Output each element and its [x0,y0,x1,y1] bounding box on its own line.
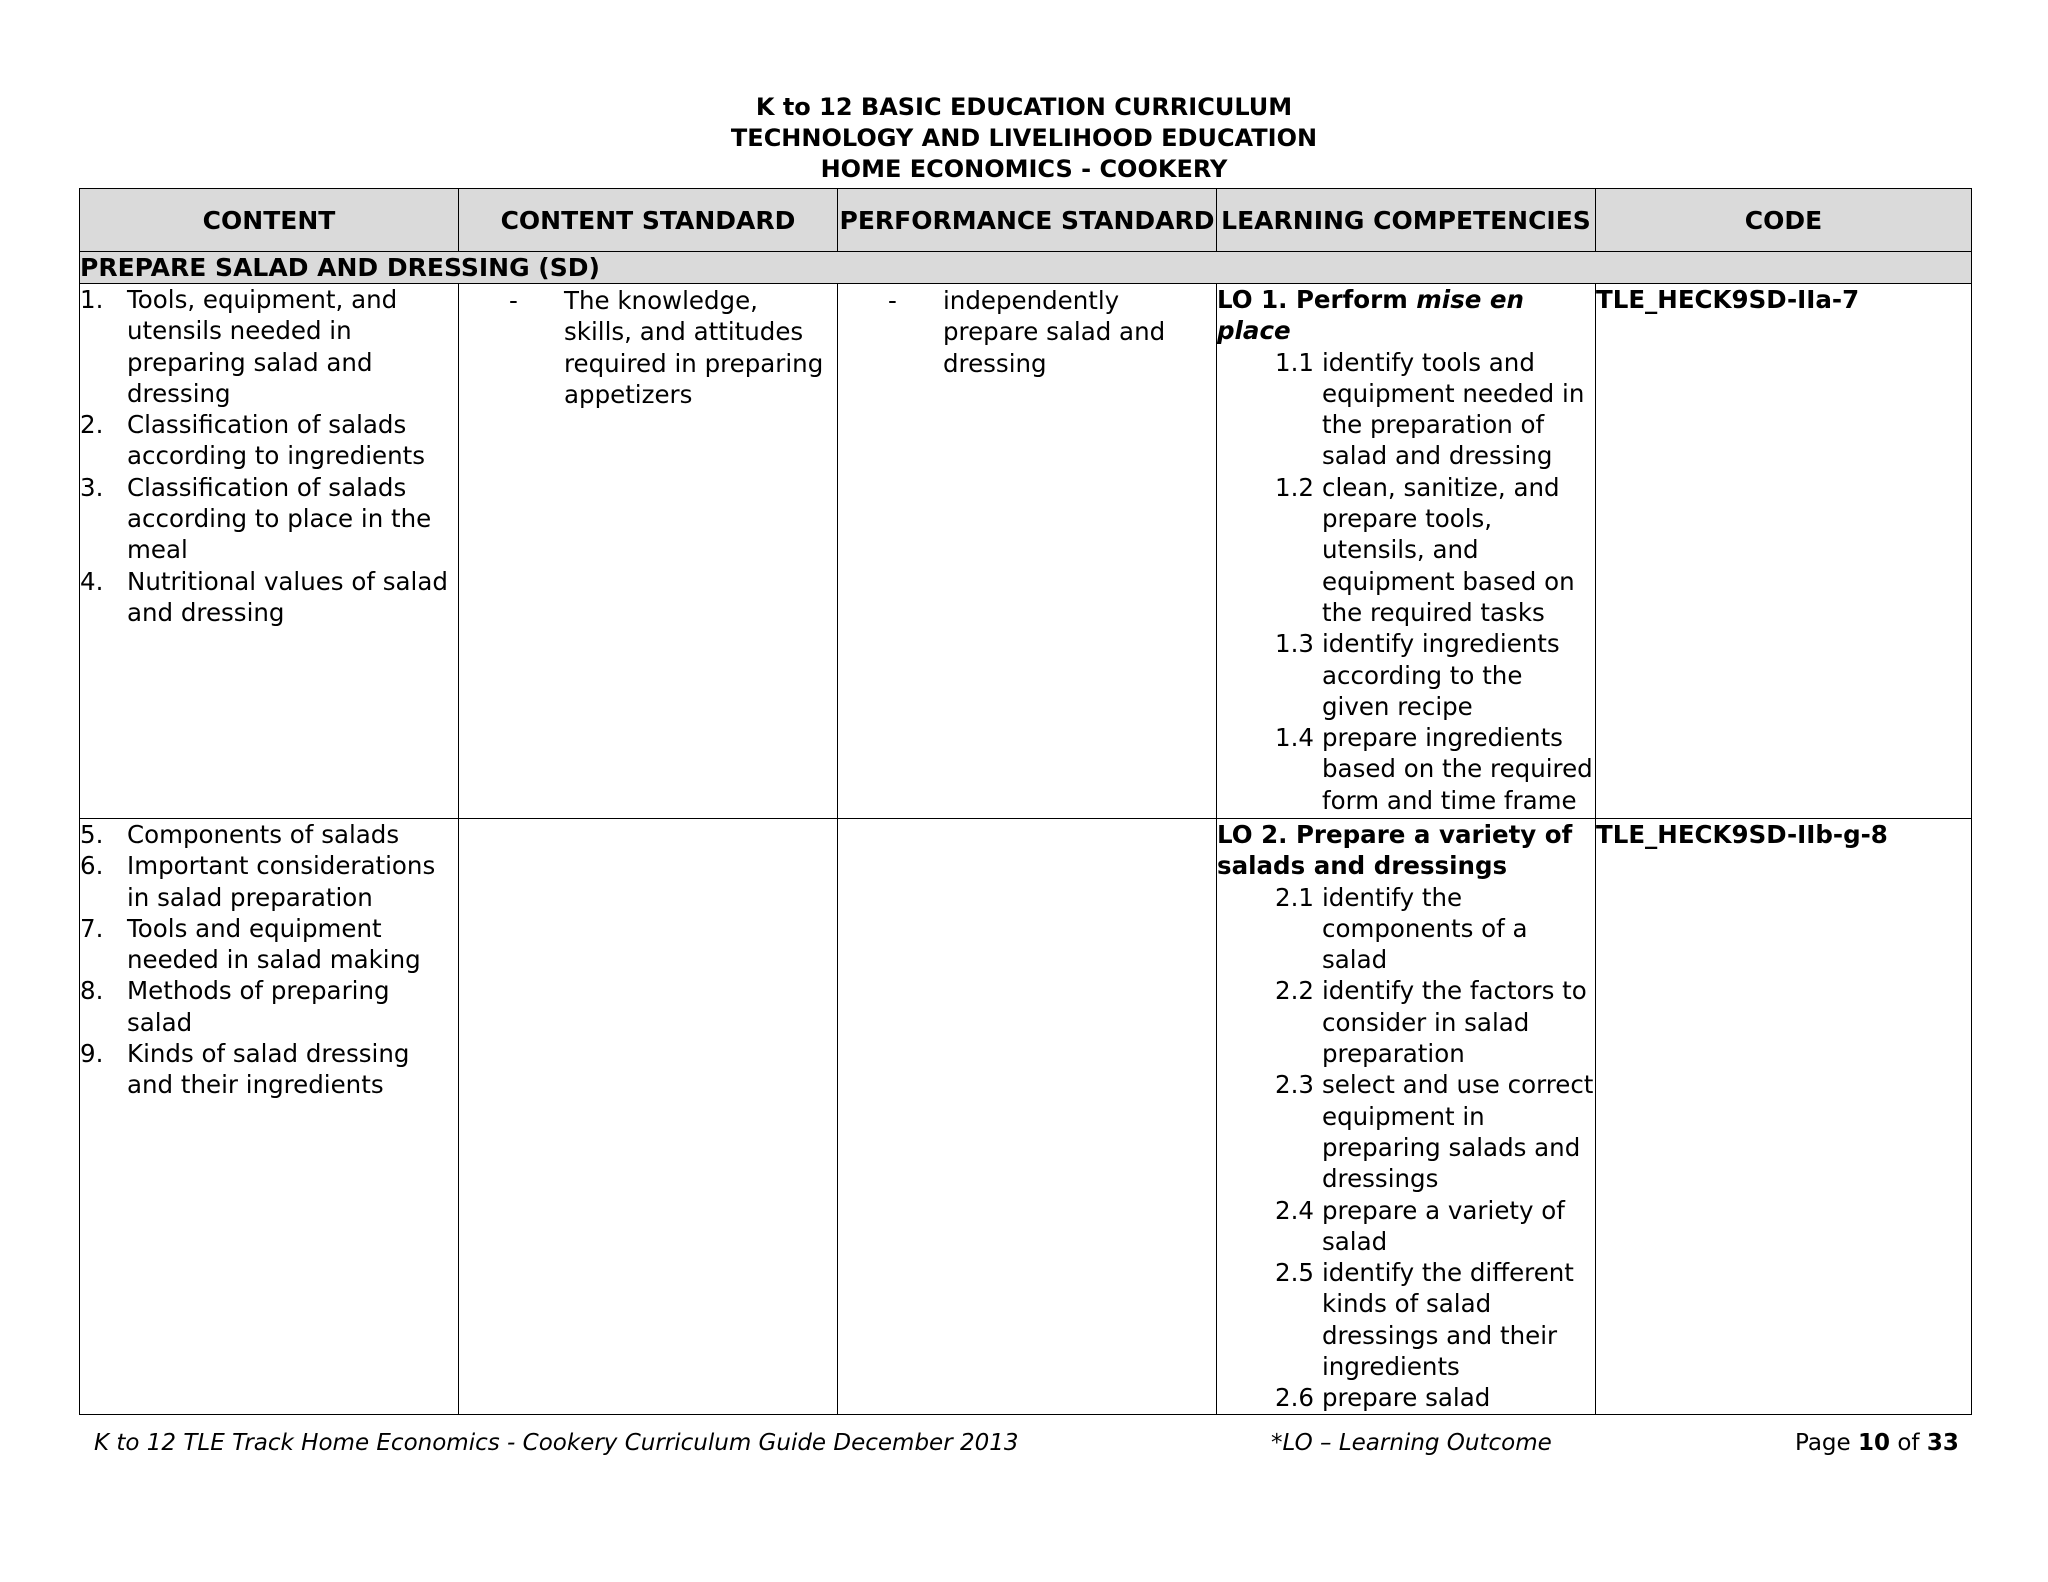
competency-text: identify the components of a salad [1322,882,1528,975]
item-number: 2. [80,410,104,440]
performance-standard-cell [838,819,1217,1415]
competency-item [1217,628,1595,722]
content-standard-cell [459,819,838,1415]
list-item [80,472,458,566]
competency-item [1217,722,1595,816]
performance-standard-cell [838,284,1217,819]
item-text: Kinds of salad dressing and their ingredients [127,1039,410,1100]
footer-page-number [1795,1428,1959,1458]
lo-title-italic: mise en place [1217,285,1524,346]
list-item [80,284,458,409]
page-current: 10 [1858,1430,1891,1456]
content-list [80,284,458,628]
title-line-1: K to 12 BASIC EDUCATION CURRICULUM [755,93,1293,121]
performance-standard-item [838,285,1206,379]
list-item [80,1038,458,1101]
competency-item [1217,1069,1595,1194]
header-learning-competencies: LEARNING COMPETENCIES [1217,189,1596,252]
content-standard-text: The knowledge, skills, and attitudes required in preparing appetizers [564,286,824,409]
competency-text: prepare salad [1322,1383,1491,1413]
item-number: 1. [80,285,104,314]
item-number: 3. [80,472,104,502]
item-text: Tools, equipment, and utensils needed in preparing salad and dressing [127,285,398,408]
table-row [80,284,1972,819]
competency-number: 2.3 [1275,1070,1314,1100]
lo-title: LO 2. Prepare a variety of salads and dressings [1217,820,1573,881]
header-code: CODE [1596,189,1972,252]
page-total: 33 [1926,1430,1959,1456]
competency-text: prepare ingredients based on the required form and time frame [1322,723,1593,815]
content-list [80,819,458,1101]
table-row [80,819,1972,1415]
competency-item [1217,347,1595,472]
footer-lo-note: *LO – Learning Outcome [1271,1430,1552,1456]
item-number: 4. [80,566,104,596]
code-cell: TLE_HECK9SD-IIb-g-8 [1596,819,1972,1415]
lo-title-text: LO 1. Perform [1217,285,1417,314]
item-number: 6. [80,851,104,881]
competency-number: 2.5 [1275,1258,1314,1288]
competency-number: 1.4 [1275,723,1314,753]
item-number: 9. [80,1039,104,1069]
competency-number: 2.2 [1275,976,1314,1006]
content-standard-cell [459,284,838,819]
item-number: 7. [80,913,104,943]
competency-text: identify the factors to consider in salad preparation [1322,976,1587,1069]
section-title: PREPARE SALAD AND DRESSING (SD) [80,252,1972,284]
item-number: 8. [80,976,104,1006]
section-row [80,252,1972,284]
competency-number: 2.6 [1275,1383,1314,1413]
learning-competencies-cell [1217,284,1596,819]
header-content: CONTENT [80,189,459,252]
competency-item [1217,1382,1595,1413]
header-performance-standard: PERFORMANCE STANDARD [838,189,1217,252]
item-number: 5. [80,820,104,849]
list-item [80,409,458,472]
competency-item [1217,882,1595,976]
code-cell: TLE_HECK9SD-IIa-7 [1596,284,1972,819]
item-text: Classification of salads according to ingredients [127,410,426,471]
competency-number: 1.3 [1275,629,1314,659]
competency-item [1217,1257,1595,1382]
item-text: Methods of preparing salad [127,976,390,1037]
item-text: Classification of salads according to place in the meal [127,472,432,565]
competency-text: identify ingredients according to the given recipe [1322,629,1560,721]
dash-bullet: - [888,286,897,315]
header-content-standard: CONTENT STANDARD [459,189,838,252]
item-text: Tools and equipment needed in salad making [127,913,421,975]
competency-number: 1.2 [1275,472,1314,502]
title-line-3: HOME ECONOMICS - COOKERY [820,155,1228,183]
item-text: Components of salads [127,820,400,849]
content-cell [80,284,459,819]
list-item [80,913,458,976]
item-text: Nutritional values of salad and dressing [127,566,448,627]
page-of: of [1890,1430,1927,1456]
competency-text: identify tools and equipment needed in the preparation of salad and dressing [1322,347,1585,471]
list-item [80,975,458,1038]
item-text: Important considerations in salad preparation [127,851,436,912]
footer-document-title: K to 12 TLE Track Home Economics - Cookery Curriculum Guide December 2013 [94,1430,1019,1456]
dash-bullet: - [509,286,518,315]
content-cell [80,819,459,1415]
competency-item [1217,975,1595,1069]
competency-item [1217,1195,1595,1258]
competency-number: 1.1 [1275,347,1314,377]
competency-text: identify the different kinds of salad dressings and their ingredients [1322,1258,1574,1382]
page-prefix: Page [1795,1430,1858,1456]
curriculum-table [79,188,1972,1415]
competency-number: 2.4 [1275,1195,1314,1225]
learning-competencies-cell [1217,819,1596,1415]
title-line-2: TECHNOLOGY AND LIVELIHOOD EDUCATION [730,124,1318,152]
competency-text: select and use correct equipment in preparing salads and dressings [1322,1070,1594,1194]
competency-text: prepare a variety of salad [1322,1195,1565,1256]
content-standard-item [459,285,827,410]
competency-text: clean, sanitize, and prepare tools, utensils, and equipment based on the required tasks [1322,472,1575,627]
document-titles [0,92,2048,185]
list-item [80,850,458,913]
list-item [80,819,458,850]
table-header-row [80,189,1972,252]
lo-title [1217,284,1595,347]
performance-standard-text: independently prepare salad and dressing [943,286,1166,378]
competency-number: 2.1 [1275,882,1314,912]
list-item [80,566,458,629]
competency-item [1217,472,1595,628]
